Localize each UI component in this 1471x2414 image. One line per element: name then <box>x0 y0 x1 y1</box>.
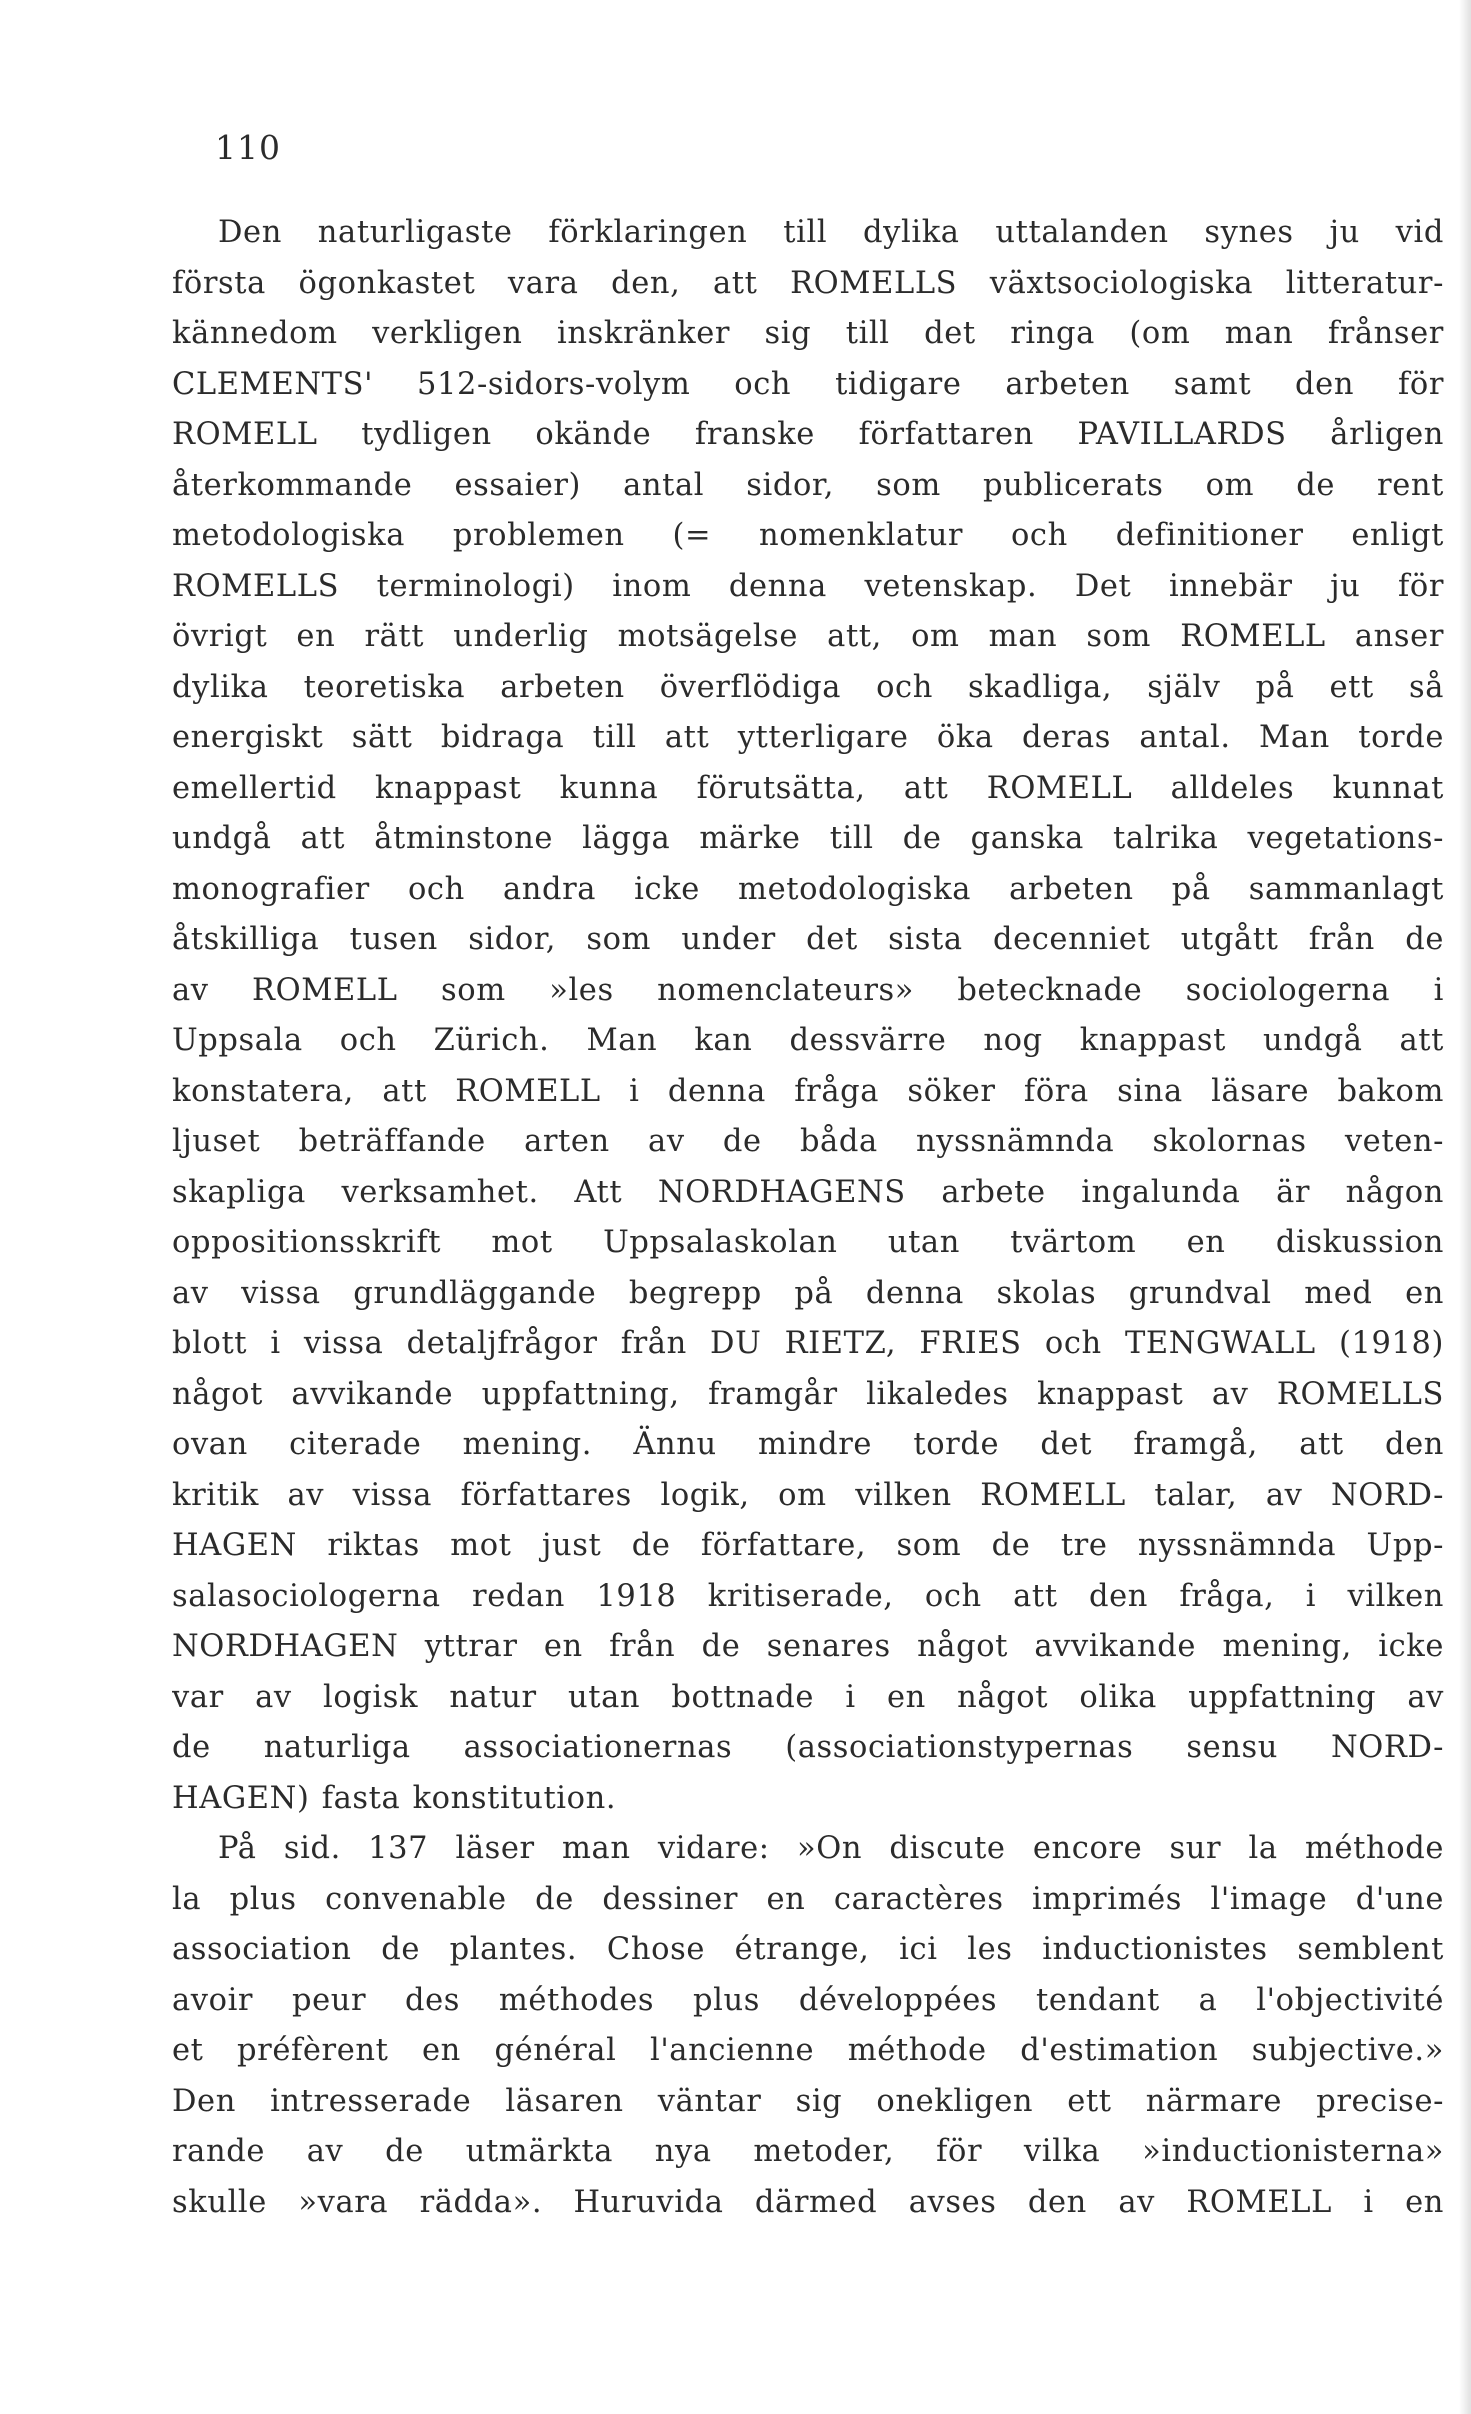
text-line: ljuset beträffande arten av de båda nyssnämnda skolornas veten- <box>172 1124 1444 1159</box>
text-line: NORDHAGEN yttrar en från de senares något avvikande mening, icke <box>172 1629 1444 1664</box>
text-line: var av logisk natur utan bottnade i en något olika uppfattning av <box>172 1679 1444 1715</box>
text-line: av ROMELL som »les nomenclateurs» betecknade sociologerna i <box>172 972 1444 1008</box>
page-number: 110 <box>215 128 281 167</box>
text-line: et préfèrent en général l'ancienne méthode d'estimation subjective.» <box>172 2033 1444 2068</box>
text-line: På sid. 137 läser man vidare: »On discute encore sur la méthode <box>218 1831 1444 1866</box>
text-line: Uppsala och Zürich. Man kan dessvärre nog knappast undgå att <box>172 1023 1444 1058</box>
text-line: skapliga verksamhet. Att NORDHAGENS arbete ingalunda är någon <box>172 1174 1444 1210</box>
text-line: blott i vissa detaljfrågor från DU RIETZ, FRIES och TENGWALL (1918) <box>172 1326 1444 1361</box>
text-line: rande av de utmärkta nya metoder, för vilka »inductionisterna» <box>172 2134 1444 2169</box>
page-edge-shadow <box>1459 0 1471 2414</box>
text-line: energiskt sätt bidraga till att ytterligare öka deras antal. Man torde <box>172 720 1444 755</box>
text-line: konstatera, att ROMELL i denna fråga söker föra sina läsare bakom <box>172 1073 1444 1109</box>
text-line: dylika teoretiska arbeten överflödiga och skadliga, själv på ett så <box>172 669 1444 705</box>
text-line: Den naturligaste förklaringen till dylika uttalanden synes ju vid <box>218 215 1444 250</box>
text-line: metodologiska problemen (= nomenklatur och definitioner enligt <box>172 518 1444 553</box>
text-line: oppositionsskrift mot Uppsalaskolan utan tvärtom en diskussion <box>172 1225 1444 1260</box>
text-line: CLEMENTS' 512-sidors-volym och tidigare arbeten samt den för <box>172 366 1444 402</box>
text-line: något avvikande uppfattning, framgår likaledes knappast av ROMELLS <box>172 1376 1444 1412</box>
text-line: de naturliga associationernas (associationstypernas sensu NORD- <box>172 1730 1444 1765</box>
text-line: övrigt en rätt underlig motsägelse att, om man som ROMELL anser <box>172 619 1444 654</box>
text-line: första ögonkastet vara den, att ROMELLS växtsociologiska litteratur- <box>172 265 1444 301</box>
text-line: undgå att åtminstone lägga märke till de ganska talrika vegetations- <box>172 821 1444 856</box>
body-text <box>172 208 1444 2228</box>
text-line: återkommande essaier) antal sidor, som publicerats om de rent <box>172 467 1444 503</box>
text-line: HAGEN riktas mot just de författare, som de tre nyssnämnda Upp- <box>172 1528 1444 1563</box>
text-line: HAGEN) fasta konstitution. <box>172 1780 617 1816</box>
text-line: kännedom verkligen inskränker sig till det ringa (om man frånser <box>172 316 1444 351</box>
text-line: ROMELLS terminologi) inom denna vetenskap. Det innebär ju för <box>172 568 1444 604</box>
text-line: ROMELL tydligen okände franske författaren PAVILLARDS årligen <box>172 417 1444 452</box>
text-line: emellertid knappast kunna förutsätta, att ROMELL alldeles kunnat <box>172 770 1444 806</box>
text-line: salasociologerna redan 1918 kritiserade, och att den fråga, i vilken <box>172 1578 1444 1614</box>
text-line: skulle »vara rädda». Huruvida därmed avses den av ROMELL i en <box>172 2184 1444 2220</box>
text-line: monografier och andra icke metodologiska arbeten på sammanlagt <box>172 871 1444 907</box>
text-line: la plus convenable de dessiner en caractères imprimés l'image d'une <box>172 1881 1444 1917</box>
text-line: Den intresserade läsaren väntar sig onekligen ett närmare precise- <box>172 2083 1444 2119</box>
text-line: åtskilliga tusen sidor, som under det sista decenniet utgått från de <box>172 922 1444 957</box>
text-line: av vissa grundläggande begrepp på denna skolas grundval med en <box>172 1275 1444 1311</box>
text-line: kritik av vissa författares logik, om vilken ROMELL talar, av NORD- <box>172 1477 1444 1513</box>
text-line: avoir peur des méthodes plus développées tendant a l'objectivité <box>172 1982 1444 2018</box>
text-line: association de plantes. Chose étrange, ici les inductionistes semblent <box>172 1932 1444 1967</box>
text-line: ovan citerade mening. Ännu mindre torde det framgå, att den <box>172 1427 1444 1462</box>
